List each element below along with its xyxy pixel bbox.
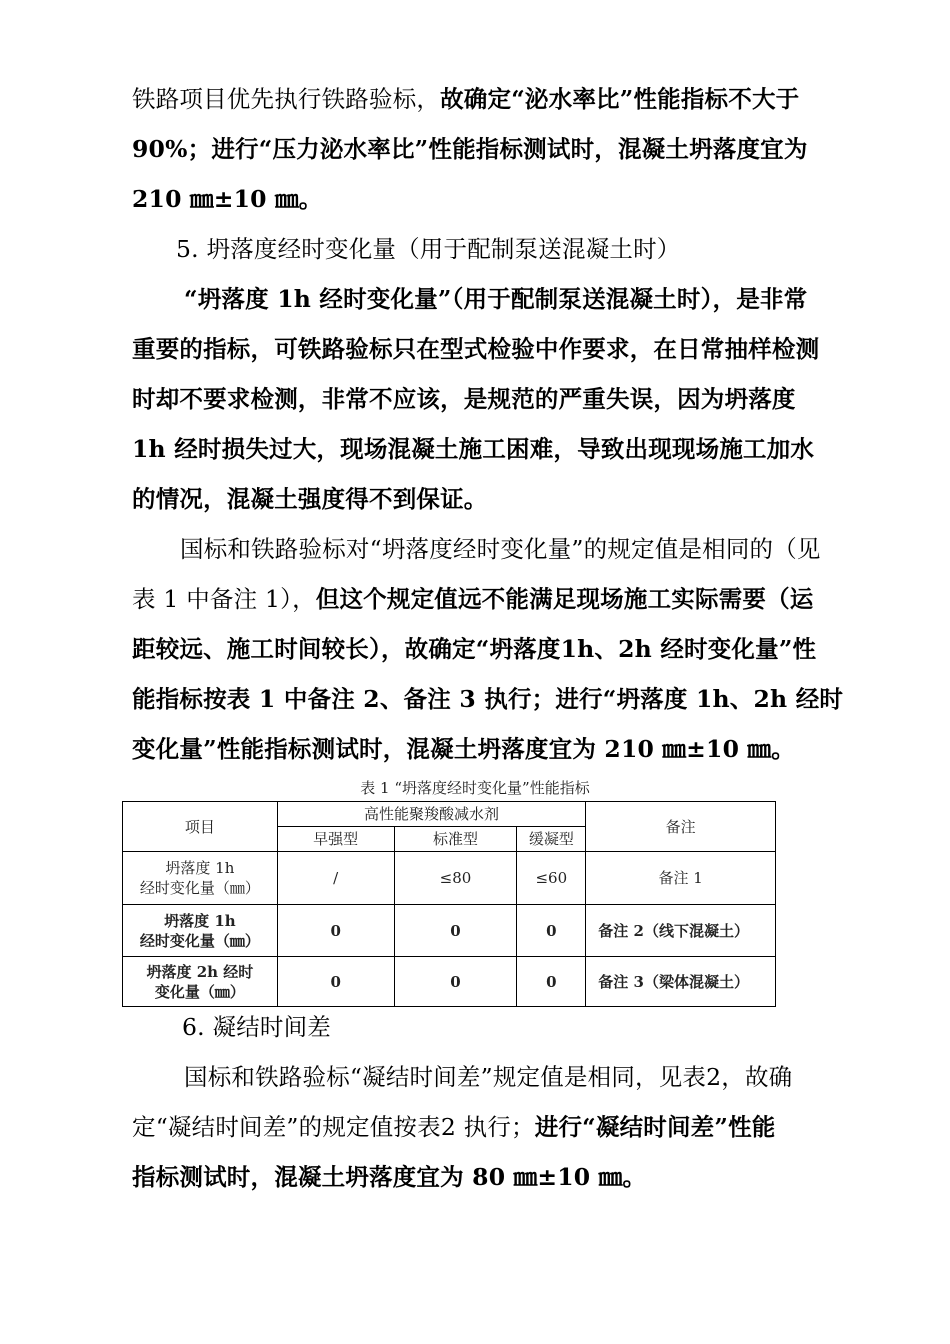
row-item-line-1: 坍落度 2h 经时	[146, 962, 254, 981]
paragraph-4-line-1: 国标和铁路验标“凝结时间差”规定值是相同，见表2，故确	[184, 1063, 793, 1091]
paragraph-3-line-5: 变化量”性能指标测试时，混凝土坍落度宜为 210 ㎜±10 ㎜。	[132, 735, 795, 763]
row-early: 0	[277, 905, 394, 957]
row-note: 备注 2（线下混凝土）	[586, 905, 776, 957]
header-group: 高性能聚羧酸减水剂	[277, 802, 586, 827]
table-1-caption: 表 1 “坍落度经时变化量”性能指标	[360, 779, 590, 797]
section-6-heading: 6. 凝结时间差	[182, 1013, 331, 1041]
paragraph-1-line-2: 90%；进行“压力泌水率比”性能指标测试时，混凝土坍落度宜为	[132, 135, 808, 163]
table-header-row	[123, 802, 776, 827]
header-note: 备注	[586, 802, 776, 852]
paragraph-1-line-3: 210 ㎜±10 ㎜。	[132, 185, 323, 213]
paragraph-3-line-4: 能指标按表 1 中备注 2、备注 3 执行；进行“坍落度 1h、2h 经时	[132, 685, 844, 713]
row-retarded: ≤60	[517, 852, 586, 905]
table-1	[122, 801, 776, 1007]
paragraph-2-line-1: “坍落度 1h 经时变化量”（用于配制泵送混凝土时），是非常	[184, 285, 808, 313]
header-type-early: 早强型	[277, 827, 394, 852]
text-normal: 定“凝结时间差”的规定值按表2 执行；	[132, 1113, 535, 1141]
header-item: 项目	[123, 802, 278, 852]
text-bold: 但这个规定值远不能满足现场施工实际需要（运	[315, 585, 814, 613]
row-standard: 0	[394, 957, 517, 1007]
table-row	[123, 905, 776, 957]
header-type-retarded: 缓凝型	[517, 827, 586, 852]
paragraph-1-line-1	[132, 84, 799, 114]
row-retarded: 0	[517, 905, 586, 957]
paragraph-4-line-2	[132, 1112, 775, 1142]
section-5-heading: 5. 坍落度经时变化量（用于配制泵送混凝土时）	[176, 235, 681, 263]
paragraph-3-line-1: 国标和铁路验标对“坍落度经时变化量”的规定值是相同的（见	[180, 535, 821, 563]
row-note: 备注 1	[586, 852, 776, 905]
text-normal: 铁路项目优先执行铁路验标，	[132, 85, 441, 113]
paragraph-2-line-2: 重要的指标，可铁路验标只在型式检验中作要求，在日常抽样检测	[132, 335, 820, 363]
row-item-line-2: 变化量（㎜）	[154, 982, 245, 1001]
paragraph-3-line-3: 距较远、施工时间较长），故确定“坍落度1h、2h 经时变化量”性	[132, 635, 817, 663]
paragraph-2-line-4: 1h 经时损失过大，现场混凝土施工困难，导致出现现场施工加水	[132, 435, 815, 463]
row-item	[123, 957, 278, 1007]
row-item-line-2: 经时变化量（㎜）	[139, 931, 260, 950]
row-item-line-2: 经时变化量（㎜）	[139, 879, 260, 897]
paragraph-2-line-5: 的情况，混凝土强度得不到保证。	[132, 485, 488, 513]
row-item-line-1: 坍落度 1h	[164, 911, 236, 930]
table-row	[123, 957, 776, 1007]
paragraph-4-line-3: 指标测试时，混凝土坍落度宜为 80 ㎜±10 ㎜。	[132, 1163, 647, 1191]
text-bold: 故确定“泌水率比”性能指标不大于	[440, 85, 800, 113]
header-type-standard: 标准型	[394, 827, 517, 852]
row-early: 0	[277, 957, 394, 1007]
row-item-line-1: 坍落度 1h	[165, 859, 235, 877]
row-early: /	[277, 852, 394, 905]
row-retarded: 0	[517, 957, 586, 1007]
row-note: 备注 3（梁体混凝土）	[586, 957, 776, 1007]
paragraph-2-line-3: 时却不要求检测，非常不应该，是规范的严重失误，因为坍落度	[132, 385, 796, 413]
table-row	[123, 852, 776, 905]
row-standard: 0	[394, 905, 517, 957]
row-item	[123, 852, 278, 905]
row-item	[123, 905, 278, 957]
row-standard: ≤80	[394, 852, 517, 905]
text-bold: 进行“凝结时间差”性能	[534, 1113, 776, 1141]
paragraph-3-line-2	[132, 584, 813, 614]
text-normal: 表 1 中备注 1），	[132, 585, 316, 613]
